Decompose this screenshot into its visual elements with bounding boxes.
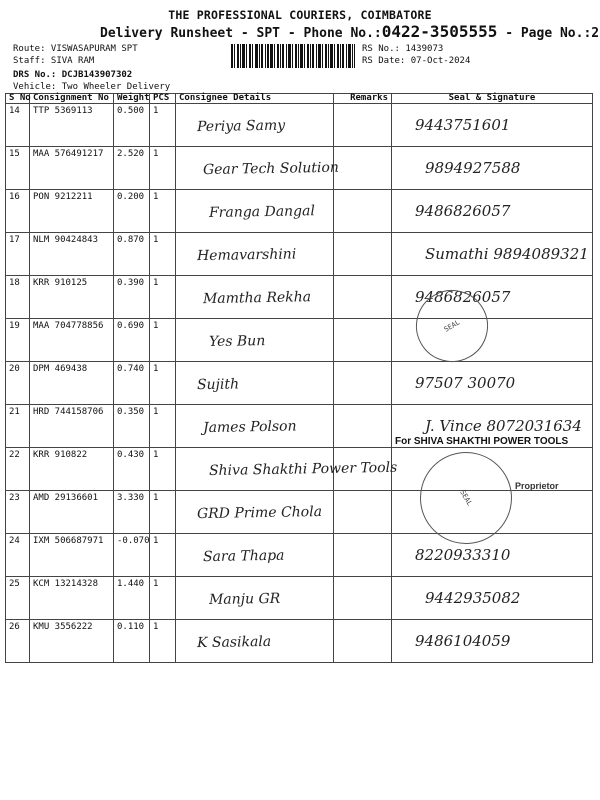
table-row	[6, 104, 593, 147]
sno-cell: 20	[6, 362, 30, 405]
consignment-cell: DPM 469438	[30, 362, 114, 405]
consignee-cell	[176, 491, 334, 534]
consignee-cell	[176, 147, 340, 190]
remarks-cell	[334, 534, 392, 577]
weight-cell: 0.350	[114, 405, 150, 448]
pcs-cell: 1	[150, 405, 176, 448]
consignee-handwriting: Franga Dangal	[208, 203, 316, 222]
runsheet-table	[5, 93, 593, 663]
rs-number: RS No.: 1439073	[362, 44, 444, 54]
consignee-handwriting: Sujith	[196, 376, 240, 394]
table-row	[6, 276, 593, 319]
company-title: THE PROFESSIONAL COURIERS, COIMBATORE	[168, 8, 432, 22]
rs-date: RS Date: 07-Oct-2024	[362, 56, 471, 66]
consignee-cell	[176, 534, 334, 577]
phone-number: 0422-3505555	[381, 22, 498, 41]
table-row	[6, 147, 593, 190]
table-row	[6, 620, 593, 663]
pcs-cell: 1	[150, 104, 176, 147]
weight-cell: 0.500	[114, 104, 150, 147]
table-row	[6, 577, 593, 620]
signature-handwriting: 9894927588	[425, 159, 521, 177]
pcs-cell: 1	[150, 276, 176, 319]
signature-handwriting: 9442935082	[425, 589, 521, 607]
col-remarks: Remarks	[334, 94, 392, 104]
weight-cell: 0.390	[114, 276, 150, 319]
remarks-cell	[334, 491, 392, 534]
consignee-handwriting: Manju GR	[208, 590, 281, 609]
consignee-handwriting: K Sasikala	[196, 633, 272, 652]
weight-cell: 0.690	[114, 319, 150, 362]
signature-handwriting: 8220933310	[415, 546, 511, 564]
sno-cell: 21	[6, 405, 30, 448]
signature-cell	[392, 577, 593, 620]
consignee-cell	[176, 233, 334, 276]
consignee-handwriting: Periya Samy	[196, 117, 286, 136]
signature-cell	[392, 147, 593, 190]
remarks-cell	[334, 577, 392, 620]
sno-cell: 22	[6, 448, 30, 491]
signature-handwriting: 9486826057	[415, 202, 511, 220]
consignment-cell: MAA 704778856	[30, 319, 114, 362]
proprietor-label: Proprietor	[515, 481, 559, 491]
sno-cell: 19	[6, 319, 30, 362]
consignment-cell: AMD 29136601	[30, 491, 114, 534]
consignment-cell: PON 9212211	[30, 190, 114, 233]
sno-cell: 25	[6, 577, 30, 620]
staff-label: Staff: SIVA RAM	[13, 56, 95, 66]
consignment-cell: TTP 5369113	[30, 104, 114, 147]
consignee-handwriting: Mamtha Rekha	[202, 289, 312, 308]
weight-cell: 0.200	[114, 190, 150, 233]
pcs-cell: 1	[150, 147, 176, 190]
bank-seal-stamp: SEAL	[403, 277, 501, 375]
table-row	[6, 534, 593, 577]
signature-handwriting: 9486826057	[415, 288, 511, 306]
vehicle-label: Vehicle: Two Wheeler Delivery	[13, 82, 171, 92]
table-row	[6, 319, 593, 362]
sno-cell: 15	[6, 147, 30, 190]
consignee-handwriting: Sara Thapa	[202, 547, 285, 566]
weight-cell: 0.430	[114, 448, 150, 491]
weight-cell: 3.330	[114, 491, 150, 534]
signature-handwriting: 9486104059	[415, 632, 511, 650]
remarks-cell	[334, 104, 392, 147]
consignee-handwriting: Yes Bun	[208, 333, 266, 351]
col-weight: Weight	[114, 94, 150, 104]
weight-cell: 0.740	[114, 362, 150, 405]
sno-cell: 17	[6, 233, 30, 276]
consignment-cell: KMU 3556222	[30, 620, 114, 663]
pcs-cell: 1	[150, 233, 176, 276]
sno-cell: 14	[6, 104, 30, 147]
consignee-cell	[176, 577, 334, 620]
col-consignee: Consignee Details	[176, 94, 334, 104]
col-consignment: Consignment No	[30, 94, 114, 104]
weight-cell: 0.870	[114, 233, 150, 276]
consignee-cell	[176, 405, 334, 448]
col-pcs: PCS	[150, 94, 176, 104]
consignment-cell: IXM 506687971	[30, 534, 114, 577]
barcode-icon	[231, 44, 355, 68]
route-label: Route: VISWASAPURAM SPT	[13, 44, 138, 54]
signature-handwriting: J. Vince 8072031634	[425, 417, 582, 435]
pcs-cell: 1	[150, 534, 176, 577]
remarks-cell	[334, 405, 392, 448]
weight-cell: 2.520	[114, 147, 150, 190]
remarks-cell	[334, 276, 392, 319]
consignment-cell: KCM 13214328	[30, 577, 114, 620]
sno-cell: 24	[6, 534, 30, 577]
consignee-cell	[176, 362, 334, 405]
consignment-cell: MAA 576491217	[30, 147, 114, 190]
drs-number: DRS No.: DCJB143907302	[13, 70, 133, 80]
consignment-cell: KRR 910125	[30, 276, 114, 319]
signature-handwriting: 9443751601	[415, 116, 511, 134]
table-row	[6, 190, 593, 233]
consignee-cell	[176, 104, 334, 147]
consignee-cell	[176, 319, 334, 362]
pcs-cell: 1	[150, 362, 176, 405]
consignee-cell	[176, 620, 334, 663]
weight-cell: 0.110	[114, 620, 150, 663]
remarks-cell	[334, 620, 392, 663]
weight-cell: 1.440	[114, 577, 150, 620]
signature-handwriting: Sumathi 9894089321	[425, 245, 589, 263]
signature-handwriting: 97507 30070	[415, 374, 516, 392]
remarks-cell	[334, 190, 392, 233]
consignment-cell: KRR 910822	[30, 448, 114, 491]
signature-cell	[392, 190, 593, 233]
sno-cell: 18	[6, 276, 30, 319]
signature-cell	[392, 620, 593, 663]
runsheet-prefix: Delivery Runsheet - SPT - Phone No.:	[100, 26, 382, 41]
consignment-cell: HRD 744158706	[30, 405, 114, 448]
table-row	[6, 362, 593, 405]
col-signature: Seal & Signature	[392, 94, 593, 104]
consignee-cell	[176, 276, 334, 319]
remarks-cell	[334, 362, 392, 405]
sno-cell: 23	[6, 491, 30, 534]
runsheet-title	[100, 22, 599, 41]
remarks-cell	[334, 319, 392, 362]
weight-cell: -0.070	[114, 534, 150, 577]
consignee-handwriting: Hemavarshini	[196, 246, 297, 265]
pcs-cell: 1	[150, 577, 176, 620]
remarks-cell	[334, 233, 392, 276]
table-header-row	[6, 94, 593, 104]
consignee-handwriting: James Polson	[202, 418, 297, 437]
table-row	[6, 233, 593, 276]
consignee-handwriting: Shiva Shakthi Power Tools	[208, 459, 398, 480]
signature-cell	[392, 534, 593, 577]
sno-cell: 16	[6, 190, 30, 233]
shiva-shakthi-stamp: For SHIVA SHAKTHI POWER TOOLS	[395, 436, 569, 447]
signature-cell	[392, 233, 593, 276]
pcs-cell: 1	[150, 448, 176, 491]
consignee-handwriting: GRD Prime Chola	[196, 503, 323, 523]
pcs-cell: 1	[150, 319, 176, 362]
col-sno: S No	[6, 94, 30, 104]
sno-cell: 26	[6, 620, 30, 663]
security-seal-stamp: SEAL	[403, 435, 529, 561]
signature-cell	[392, 362, 593, 405]
pcs-cell: 1	[150, 620, 176, 663]
consignee-handwriting: Gear Tech Solution	[202, 159, 340, 179]
consignee-cell	[176, 190, 334, 233]
signature-cell	[392, 104, 593, 147]
consignee-cell	[176, 448, 398, 491]
pcs-cell: 1	[150, 491, 176, 534]
consignment-cell: NLM 90424843	[30, 233, 114, 276]
page-number: - Page No.:2	[505, 26, 600, 41]
pcs-cell: 1	[150, 190, 176, 233]
remarks-cell	[334, 147, 392, 190]
